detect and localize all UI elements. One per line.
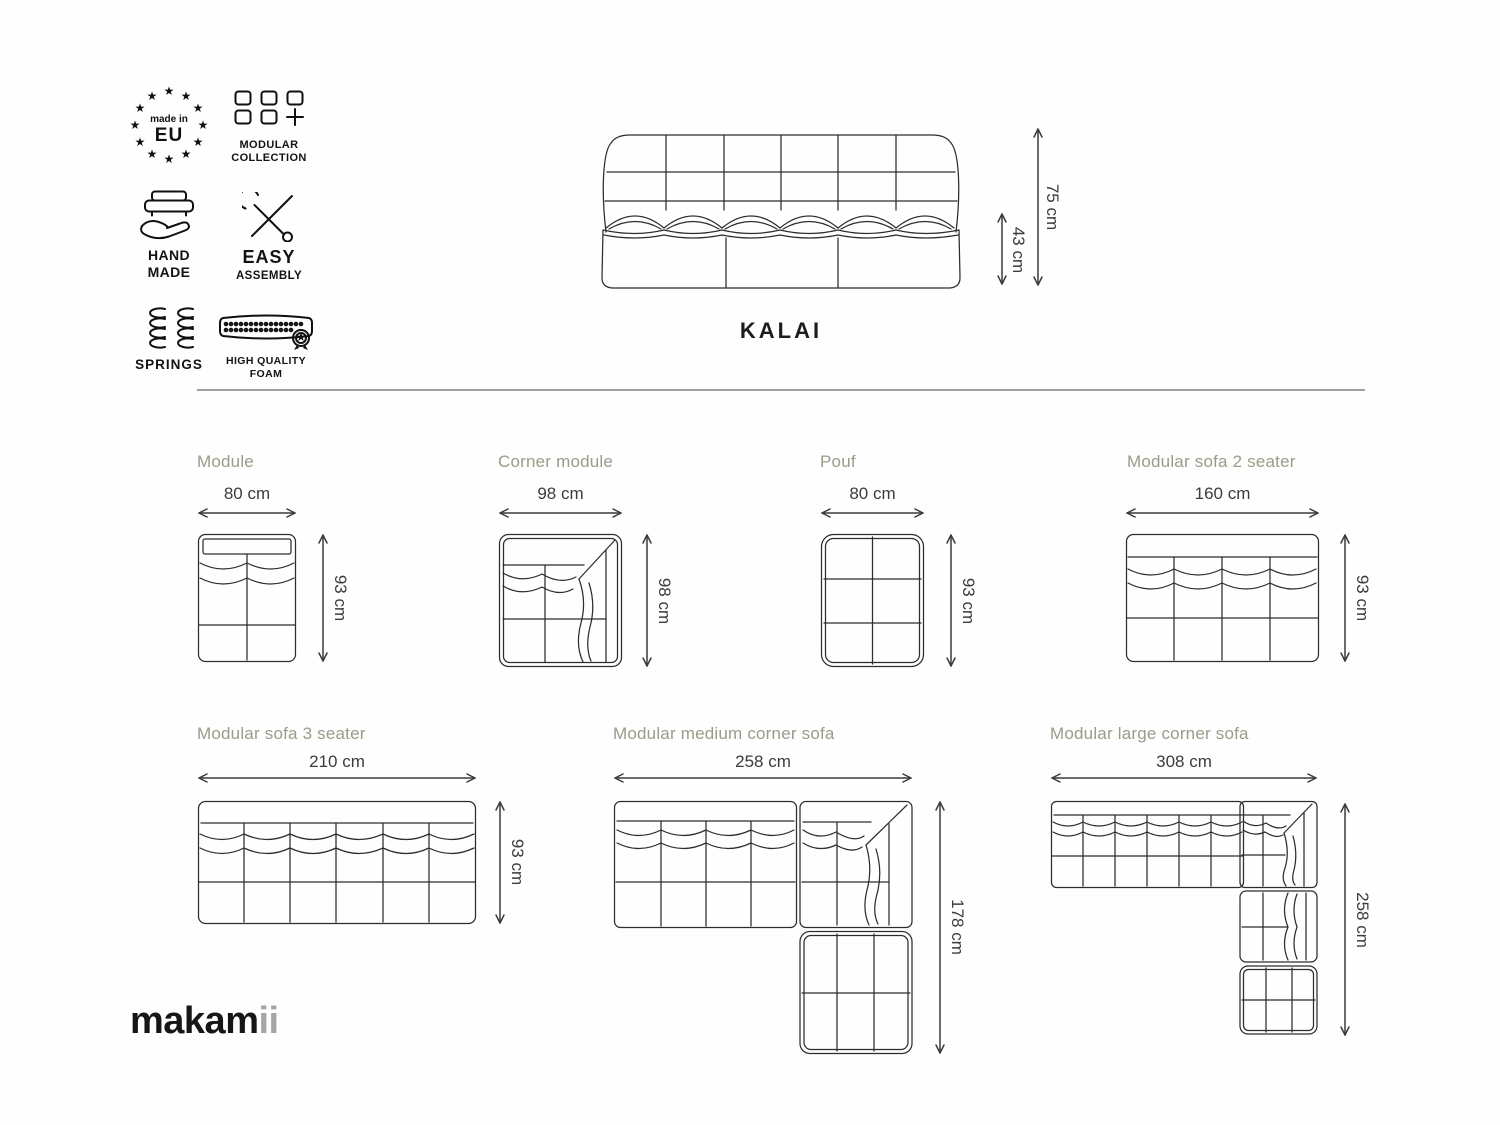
corner-medium-depth-label: 178 cm (948, 899, 967, 955)
made-in-text: made in (150, 114, 188, 125)
corner-medium-width-label: 258 cm (735, 752, 791, 771)
corner-medium-width-arrow (613, 771, 913, 785)
sofa2-title: Modular sofa 2 seater (1127, 452, 1296, 471)
svg-text:★: ★ (163, 84, 175, 98)
corner-medium-title: Modular medium corner sofa (613, 724, 835, 743)
sofa-front-view-drawing (590, 120, 972, 292)
product-name: KALAI (739, 318, 823, 343)
corner-large-width-label: 308 cm (1156, 752, 1212, 771)
product-medium-corner-sofa (613, 722, 983, 1082)
module-topview-drawing (197, 533, 297, 663)
seat-height-label: 43 cm (1009, 226, 1028, 274)
easy-assembly-icon (242, 192, 296, 242)
sofa2-depth-label: 93 cm (1353, 574, 1372, 622)
corner-width-label: 98 cm (537, 484, 584, 503)
product-corner-module (498, 450, 693, 690)
badge-high-quality-foam (214, 312, 318, 381)
corner-large-depth-label: 258 cm (1353, 892, 1372, 948)
seat-height-arrow (995, 212, 1009, 286)
svg-text:★: ★ (129, 118, 141, 132)
pouf-depth-arrow (944, 533, 958, 668)
high-quality-foam-label: HIGH QUALITY FOAM (225, 355, 307, 380)
svg-text:★: ★ (180, 89, 192, 103)
sofa3-width-label: 210 cm (309, 752, 365, 771)
product-large-corner-sofa (1050, 722, 1390, 1082)
total-height-label: 75 cm (1043, 183, 1062, 231)
svg-text:★: ★ (163, 152, 175, 166)
pouf-width-arrow (820, 506, 925, 520)
brand-logo-black: makam (130, 1000, 259, 1042)
sofa2-width-label: 160 cm (1194, 484, 1251, 503)
svg-text:★: ★ (134, 101, 146, 115)
module-width-arrow (197, 506, 297, 520)
sofa3-title: Modular sofa 3 seater (197, 724, 366, 743)
sofa3-width-arrow (197, 771, 477, 785)
divider-line (197, 389, 1365, 391)
corner-large-width-arrow (1050, 771, 1318, 785)
svg-text:★: ★ (134, 135, 146, 149)
pouf-topview-drawing (820, 533, 925, 668)
corner-title: Corner module (498, 452, 614, 471)
module-width-label: 80 cm (223, 484, 271, 503)
pouf-title: Pouf (820, 452, 856, 471)
svg-text:★: ★ (180, 147, 192, 161)
sofa3-depth-label: 93 cm (508, 838, 527, 886)
svg-text:★: ★ (295, 330, 307, 344)
badge-hand-made (126, 190, 212, 281)
corner-topview-drawing (498, 533, 623, 668)
product-module (197, 450, 367, 690)
badge-springs (128, 306, 210, 373)
eu-text: EU (154, 125, 184, 146)
made-in-eu-icon (125, 80, 213, 168)
hand-made-icon (137, 190, 201, 242)
modular-collection-icon (234, 90, 304, 134)
module-depth-label: 93 cm (331, 574, 350, 622)
product-sofa-2-seater (1125, 450, 1385, 690)
sofa2-topview-drawing (1125, 533, 1320, 663)
brand-logo-gray: ii (258, 1000, 279, 1042)
badge-easy-assembly (222, 192, 316, 283)
module-title: Module (197, 452, 254, 471)
svg-text:★: ★ (146, 89, 158, 103)
easy-assembly-label: EASY ASSEMBLY (235, 247, 303, 282)
corner-depth-label: 98 cm (655, 577, 674, 625)
svg-text:★: ★ (197, 118, 209, 132)
product-pouf (820, 450, 995, 690)
high-quality-foam-icon (217, 312, 315, 350)
corner-medium-depth-arrow (933, 800, 947, 1055)
badge-made-in-eu (124, 80, 214, 168)
pouf-depth-label: 93 cm (959, 577, 978, 625)
sofa3-depth-arrow (493, 800, 507, 925)
corner-depth-arrow (640, 533, 654, 668)
corner-medium-topview-drawing (613, 800, 913, 1055)
springs-icon (139, 306, 199, 352)
sofa2-depth-arrow (1338, 533, 1352, 663)
modular-collection-label: MODULAR COLLECTION (231, 139, 307, 165)
hand-made-label: HAND MADE (147, 247, 191, 281)
brand-logo (130, 1000, 279, 1043)
pouf-width-label: 80 cm (849, 484, 896, 503)
corner-large-title: Modular large corner sofa (1050, 724, 1249, 743)
badge-modular-collection (222, 90, 316, 166)
svg-text:★: ★ (146, 147, 158, 161)
corner-large-topview-drawing (1050, 800, 1318, 1035)
module-depth-arrow (316, 533, 330, 663)
svg-text:★: ★ (192, 101, 204, 115)
corner-width-arrow (498, 506, 623, 520)
springs-label: SPRINGS (135, 357, 203, 372)
sofa2-width-arrow (1125, 506, 1320, 520)
corner-large-depth-arrow (1338, 802, 1352, 1037)
sofa3-topview-drawing (197, 800, 477, 925)
svg-text:★: ★ (192, 135, 204, 149)
